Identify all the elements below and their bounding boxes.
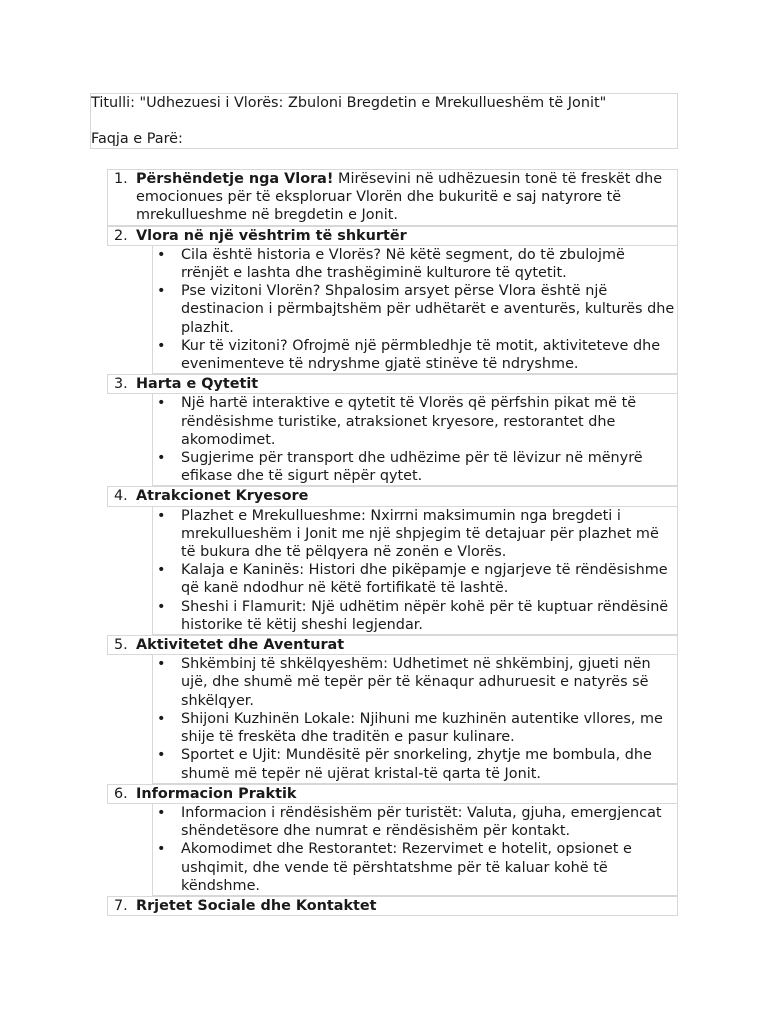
bullet-text: Cila është historia e Vlorës? Në këtë segment, do të zbulojmë rrënjët e lashta dhe trashëgiminë kulturore të qytetit. bbox=[181, 246, 625, 282]
bullet-item bbox=[153, 561, 675, 597]
bullet-text: Sugjerime për transport dhe udhëzime për të lëvizur në mënyrë efikase dhe të sigurt nëpër qytet. bbox=[181, 450, 643, 485]
outline-item bbox=[107, 374, 678, 486]
bullet-item bbox=[153, 394, 675, 449]
item-heading: Rrjetet Sociale dhe Kontaktet bbox=[136, 897, 377, 914]
document-title: Titulli: "Udhezuesi i Vlorës: Zbuloni Bregdetin e Mrekullueshëm të Jonit" bbox=[91, 95, 607, 111]
outline-item bbox=[107, 169, 678, 226]
outline-item-head bbox=[107, 486, 678, 506]
page-label: Faqja e Parë: bbox=[91, 131, 183, 147]
bullet-text: Informacion i rëndësishëm për turistët: Valuta, gjuha, emergjencat shëndetësore dhe numrat e rëndësishëm për kontakt. bbox=[181, 804, 662, 840]
bullet-list bbox=[152, 804, 678, 896]
item-heading: Atrakcionet Kryesore bbox=[136, 488, 309, 505]
item-heading: Aktivitetet dhe Aventurat bbox=[136, 637, 345, 654]
outline-item-head bbox=[107, 226, 678, 246]
bullet-text: Sheshi i Flamurit: Një udhëtim nëpër kohë për të kuptuar rëndësinë historike të këtij sheshi legjendar. bbox=[181, 598, 669, 633]
item-number: 3. bbox=[114, 376, 128, 393]
outline-item-head bbox=[107, 374, 678, 394]
bullet-item bbox=[153, 337, 675, 373]
bullet-icon: • bbox=[157, 747, 166, 764]
bullet-list bbox=[152, 655, 678, 783]
item-heading: Informacion Praktik bbox=[136, 785, 297, 802]
item-number: 6. bbox=[114, 785, 128, 802]
bullet-icon: • bbox=[157, 283, 166, 300]
bullet-item bbox=[153, 246, 675, 282]
outline-item-head bbox=[107, 784, 678, 804]
bullet-text: Kalaja e Kaninës: Histori dhe pikëpamje e ngjarjeve të rëndësishme që kanë ndodhur në këtë fortifikatë të lashtë. bbox=[181, 562, 668, 597]
bullet-item bbox=[153, 507, 675, 562]
item-number: 1. bbox=[114, 171, 128, 187]
item-number: 4. bbox=[114, 488, 128, 505]
bullet-icon: • bbox=[157, 507, 166, 524]
bullet-text: Shijoni Kuzhinën Lokale: Njihuni me kuzhinën autentike vllores, me shije të freskëta dhe traditën e pasur kulinare. bbox=[181, 710, 663, 746]
bullet-item bbox=[153, 598, 675, 634]
bullet-icon: • bbox=[157, 710, 166, 727]
item-number: 7. bbox=[114, 897, 128, 914]
outline-item bbox=[107, 635, 678, 784]
item-number: 5. bbox=[114, 637, 128, 654]
bullet-text: Shkëmbinj të shkëlqyeshëm: Udhetimet në shkëmbinj, gjueti nën ujë, dhe shumë më tepër për të kënaqur adhuruesit e natyrës së shkëlqyer. bbox=[181, 656, 651, 709]
bullet-text: Sportet e Ujit: Mundësitë për snorkeling, zhytje me bombula, dhe shumë më tepër në ujërat kristal-të qarta të Jonit. bbox=[181, 747, 652, 782]
bullet-icon: • bbox=[157, 337, 166, 354]
outline-item-head bbox=[107, 896, 678, 916]
bullet-text: Pse vizitoni Vlorën? Shpalosim arsyet përse Vlora është një destinacion i përmbajtshëm për udhëtarët e aventurës, kulturës dhe plazhit. bbox=[181, 283, 675, 336]
bullet-list bbox=[152, 246, 678, 374]
outline-list bbox=[107, 169, 678, 916]
bullet-icon: • bbox=[157, 804, 166, 821]
item-heading: Vlora në një vështrim të shkurtër bbox=[136, 227, 407, 244]
outline-item bbox=[107, 784, 678, 896]
item-heading: Harta e Qytetit bbox=[136, 376, 259, 393]
bullet-icon: • bbox=[157, 841, 166, 858]
item-heading: Përshëndetje nga Vlora! bbox=[136, 171, 334, 187]
bullet-list bbox=[152, 507, 678, 635]
item-text: Mirësevini në udhëzuesin tonë të freskët dhe emocionues për të eksploruar Vlorën dhe bukuritë e saj natyrore të mrekullueshme në bregdetin e Jonit. bbox=[136, 171, 663, 224]
bullet-icon: • bbox=[157, 562, 166, 579]
bullet-text: Kur të vizitoni? Ofrojmë një përmbledhje të motit, aktiviteteve dhe evenimenteve të ndryshme gjatë stinëve të ndryshme. bbox=[181, 337, 661, 373]
bullet-item bbox=[153, 746, 675, 782]
bullet-icon: • bbox=[157, 395, 166, 412]
bullet-text: Plazhet e Mrekullueshme: Nxirrni maksimumin nga bregdeti i mrekullueshëm i Jonit me një shpjegim të detajuar për plazhet më të bukura dhe të pëlqyera në zonën e Vlorës. bbox=[181, 507, 659, 561]
bullet-icon: • bbox=[157, 450, 166, 467]
bullet-text: Një hartë interaktive e qytetit të Vlorës që përfshin pikat më të rëndësishme turistike, atraksionet kryesore, restorantet dhe akomodimet. bbox=[181, 395, 637, 448]
outline-item-head bbox=[107, 169, 678, 226]
bullet-icon: • bbox=[157, 246, 166, 263]
outline-item bbox=[107, 896, 678, 916]
item-number: 2. bbox=[114, 227, 128, 244]
bullet-icon: • bbox=[157, 656, 166, 673]
bullet-item bbox=[153, 840, 675, 895]
bullet-item bbox=[153, 449, 675, 485]
bullet-item bbox=[153, 282, 675, 337]
bullet-item bbox=[153, 710, 675, 746]
bullet-icon: • bbox=[157, 598, 166, 615]
bullet-list bbox=[152, 394, 678, 486]
outline-item bbox=[107, 226, 678, 375]
bullet-item bbox=[153, 804, 675, 840]
outline-item bbox=[107, 486, 678, 635]
outline-item-head bbox=[107, 635, 678, 655]
bullet-text: Akomodimet dhe Restorantet: Rezervimet e hotelit, opsionet e ushqimit, dhe vende të përshtatshme për të kaluar kohë të këndshme. bbox=[181, 841, 632, 894]
bullet-item bbox=[153, 655, 675, 710]
